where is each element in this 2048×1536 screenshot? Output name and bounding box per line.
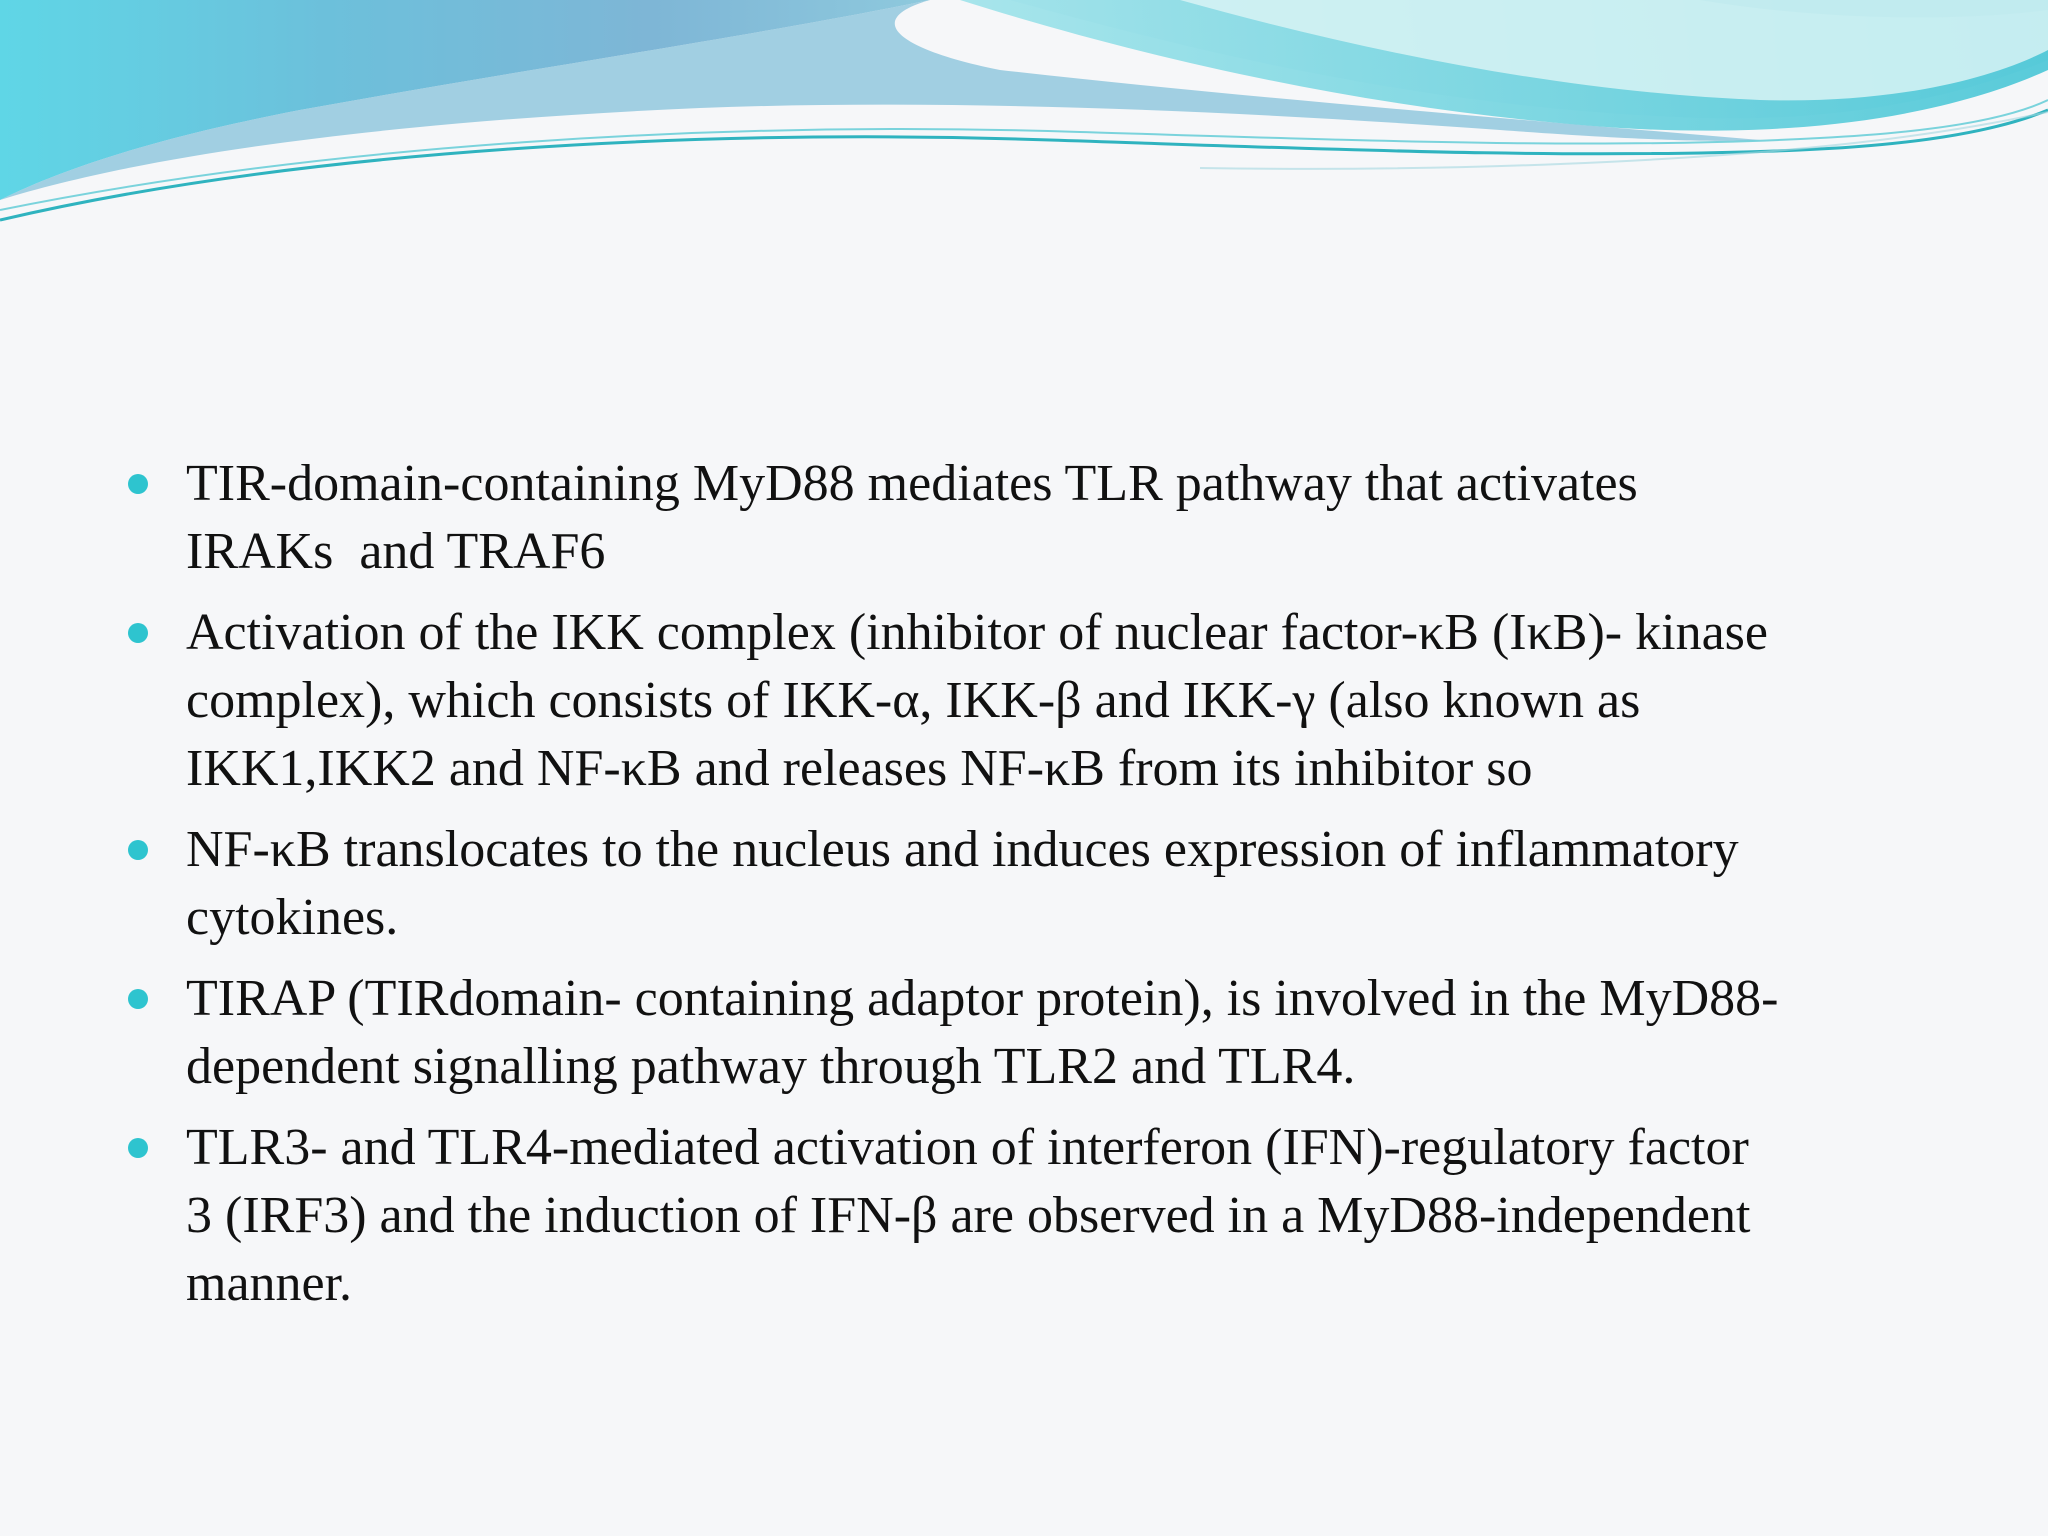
bullet-text	[186, 599, 1946, 803]
slide-content	[126, 450, 1946, 1331]
bullet-list	[126, 450, 1946, 1318]
bullet-line: TIR-domain-containing MyD88 mediates TLR pathway that activates	[186, 455, 1638, 512]
bullet-line: TIRAP (TIRdomain- containing adaptor protein), is involved in the MyD88-	[186, 970, 1779, 1027]
bullet-item-nfkb	[126, 816, 1946, 952]
bullet-line: NF-κB translocates to the nucleus and induces expression of inflammatory	[186, 821, 1739, 878]
bullet-line: IRAKs and TRAF6	[186, 523, 606, 580]
bullet-dot-icon	[128, 623, 148, 643]
header-wave-decoration	[0, 0, 2048, 240]
bullet-text	[186, 816, 1946, 952]
bullet-line: Activation of the IKK complex (inhibitor of nuclear factor-κB (IκB)- kinase	[186, 604, 1768, 661]
bullet-dot-icon	[128, 840, 148, 860]
bullet-text	[186, 450, 1946, 586]
bullet-dot-icon	[128, 474, 148, 494]
bullet-item-ikk-complex	[126, 599, 1946, 803]
bullet-line: complex), which consists of IKK-α, IKK-β and IKK-γ (also known as	[186, 672, 1641, 729]
bullet-dot-icon	[128, 1138, 148, 1158]
bullet-text	[186, 1114, 1946, 1318]
bullet-line: IKK1,IKK2 and NF-κB and releases NF-κB from its inhibitor so	[186, 740, 1533, 797]
bullet-line: 3 (IRF3) and the induction of IFN-β are observed in a MyD88-independent	[186, 1187, 1751, 1244]
bullet-item-tirap	[126, 965, 1946, 1101]
bullet-line: dependent signalling pathway through TLR2 and TLR4.	[186, 1038, 1356, 1095]
bullet-dot-icon	[128, 989, 148, 1009]
bullet-line: TLR3- and TLR4-mediated activation of interferon (IFN)-regulatory factor	[186, 1119, 1749, 1176]
bullet-line: manner.	[186, 1255, 353, 1312]
bullet-text	[186, 965, 1946, 1101]
bullet-line: cytokines.	[186, 889, 399, 946]
bullet-item-myd88	[126, 450, 1946, 586]
bullet-item-irf3	[126, 1114, 1946, 1318]
